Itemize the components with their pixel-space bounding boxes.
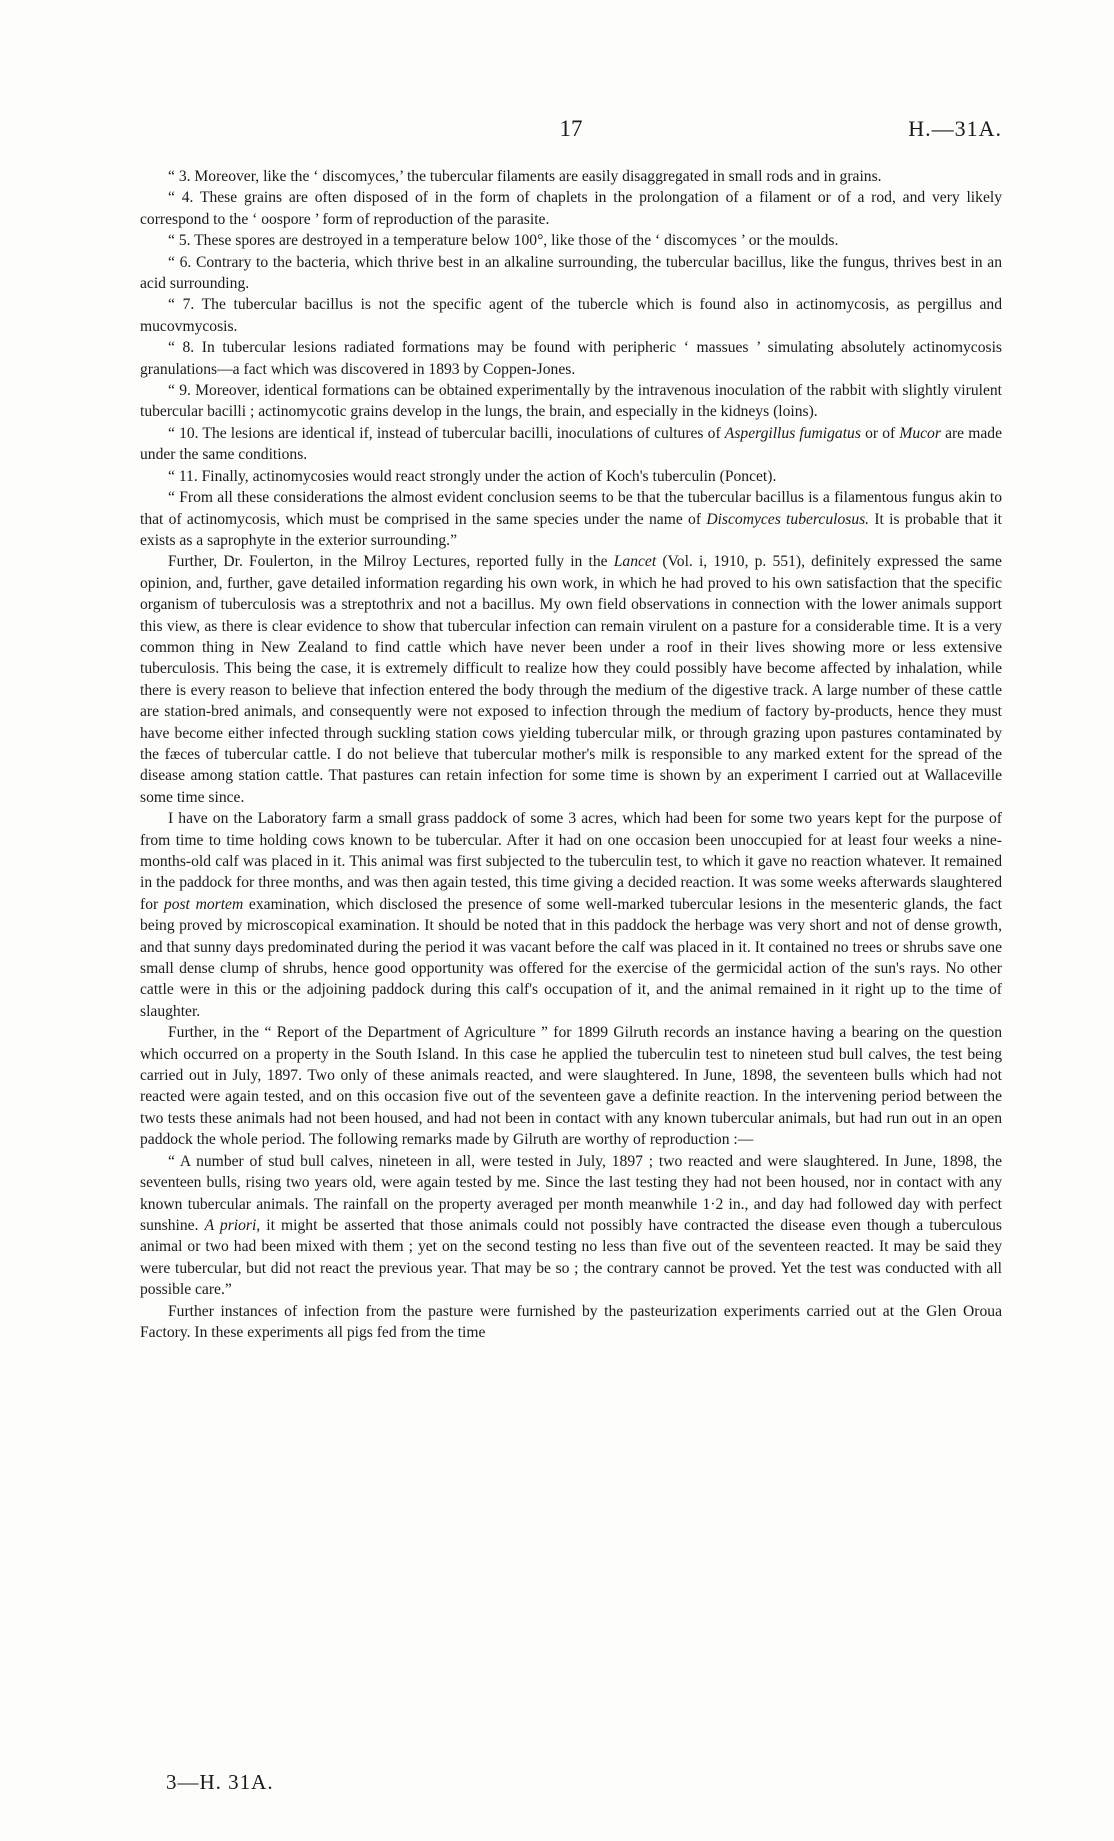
paragraph: “ 8. In tubercular lesions radiated formations may be found with peripheric ‘ massues ’ simulating absolutely actinomycosis granulations—a fact which was discovered in 1893 by Coppen-Jones. (140, 339, 1002, 378)
paragraph-text: or of (860, 424, 900, 442)
species-name: Mucor (899, 424, 941, 442)
document-body (140, 166, 1002, 1343)
paragraph (140, 808, 1002, 1022)
paragraph-text: “ A number of stud bull calves, nineteen in all, were tested in July, 1897 ; two reacted and were slaughtered. In June, 1898, the seventeen bulls, rising two years old, were again tested by me. Since the last testing they had not been housed, nor in contact with any known tubercular animals. The rainfall on the property averaged per month meanwhile 1·2 in., and day had followed day with perfect sunshine. (140, 1152, 1002, 1234)
paragraph: “ 11. Finally, actinomycosies would react strongly under the action of Koch's tuberculin (Poncet). (168, 467, 777, 485)
paragraph: “ 6. Contrary to the bacteria, which thrive best in an alkaline surrounding, the tubercular bacillus, like the fungus, thrives best in an acid surrounding. (140, 253, 1002, 293)
signature-mark: 3—H. 31A. (166, 1770, 274, 1794)
paragraph-text: “ From all these considerations the almost evident conclusion seems to be that the tubercular bacillus is a filamentous fungus akin to that of actinomycosis, which must be comprised in the same species under the name of (140, 489, 1002, 528)
page-number: 17 (559, 116, 583, 141)
paragraph-text: examination, which disclosed the presence of some well-marked tubercular lesions in the mesenteric glands, the fact being proved by microscopical examination. It should be noted that in this paddock the herbage was very short and not of dense growth, and that sunny days predominated during the period it was vacant before the calf was placed in it. It contained no trees or shrubs save one small dense clump of shrubs, hence good opportunity was offered for the exercise of the germicidal action of the sun's rays. No other cattle were in this or the adjoining paddock during this calf's occupation of it, and the animal remained in it right up to the time of slaughter. (140, 895, 1003, 1020)
species-name: Discomyces tuberculosus. (706, 510, 870, 528)
document-code: H.—31A. (908, 116, 1002, 141)
paragraph-text: Further, Dr. Foulerton, in the Milroy Lectures, reported fully in the (168, 553, 608, 571)
paragraph-text: It is probable that it exists as a saprophyte in the exterior surrounding.” (140, 510, 1003, 549)
paragraph: “ 4. These grains are often disposed of in the form of chaplets in the prolongation of a filament or of a rod, and very likely correspond to the ‘ oospore ’ form of reproduction of the parasite. (140, 189, 1002, 228)
page-header (140, 112, 1002, 152)
paragraph-text: I have on the Laboratory farm a small grass paddock of some 3 acres, which had been for some two years kept for the purpose of from time to time holding cows known to be tubercular. After it had on one occasion been unoccupied for at least four weeks a nine-months-old calf was placed in it. This animal was first subjected to the tuberculin test, to which it gave no reaction whatever. It remained in the paddock for three months, and was then again tested, this time giving a decided reaction. It was some weeks afterwards slaughtered for (140, 810, 1002, 913)
paragraph (140, 487, 1002, 551)
paragraph: “ 9. Moreover, identical formations can be obtained experimentally by the intravenous inoculation of the rabbit with slightly virulent tubercular bacilli ; actinomycotic grains develop in the lungs, the brain, and especially in the kidneys (loins). (140, 382, 1002, 421)
paragraph: Further instances of infection from the pasture were furnished by the pasteurization experiments carried out at the Glen Oroua Factory. In these experiments all pigs fed from the time (140, 1302, 1002, 1341)
paragraph-text: (Vol. i, 1910, p. 551), definitely expressed the same opinion, and, further, gave detailed information regarding his own work, in which he had proved to his own satisfaction that the specific organism of tuberculosis was a streptothrix and not a bacillus. My own field observations in connection with the lower animals support this view, as there is clear evidence to show that tubercular infection can remain virulent on a pasture for a considerable time. It is a very common thing in New Zealand to find cattle which have never been under a roof in their lives showing more or less extensive tuberculosis. This being the case, it is extremely difficult to realize how they could possibly have become affected by inhalation, while there is every reason to believe that infection entered the body through the medium of the digestive track. A large number of these cattle are station-bred animals, and consequently were not exposed to infection through the medium of factory by-products, hence they must have become either infected through suckling station cows yielding tubercular milk, or through grazing upon pastures contaminated by the fæces of tubercular cattle. I do not believe that tubercular mother's milk is responsible to any marked extent for the spread of the disease among station cattle. That pastures can retain infection for some time is shown by an experiment I carried out at Wallaceville some time since. (140, 553, 1002, 806)
paragraph (140, 1151, 1002, 1301)
paragraph: Further, in the “ Report of the Department of Agriculture ” for 1899 Gilruth records an instance having a bearing on the question which occurred on a property in the South Island. In this case he applied the tuberculin test to nineteen stud bull calves, the test being carried out in July, 1897. Two only of these animals reacted, and were slaughtered. In June, 1898, the seventeen bulls which had not reacted were again tested, and on this occasion five out of the seventeen gave a definite reaction. In the intervening period between the two tests these animals had not been housed, and had not been in contact with any known tubercular animals, but had run out in an open paddock the whole period. The following remarks made by Gilruth are worthy of reproduction :— (140, 1024, 1002, 1149)
latin-term: post mortem (163, 895, 244, 913)
paragraph: “ 7. The tubercular bacillus is not the specific agent of the tubercle which is found also in actinomycosis, as pergillus and mucovmycosis. (140, 296, 1002, 335)
paragraph: “ 5. These spores are destroyed in a temperature below 100°, like those of the ‘ discomyces ’ or the moulds. (168, 232, 839, 250)
paragraph: “ 3. Moreover, like the ‘ discomyces,’ the tubercular filaments are easily disaggregated in small rods and in grains. (168, 168, 882, 185)
paragraph (140, 423, 1002, 466)
paragraph-text: “ 10. The lesions are identical if, instead of tubercular bacilli, inoculations of cultures of (168, 424, 721, 442)
species-name: Aspergillus fumigatus (724, 424, 861, 442)
paragraph-text: are made under the same conditions. (140, 424, 1003, 464)
paragraph-text: it might be asserted that those animals could not possibly have contracted the disease even though a tuberculous animal or two had been mixed with them ; yet on the second testing no less than five out of the seventeen reacted. It may be said they were tubercular, but did not react the previous year. That may be so ; the contrary cannot be proved. Yet the test was conducted with all possible care.” (140, 1216, 1002, 1299)
journal-name: Lancet (613, 553, 657, 571)
paragraph (140, 551, 1002, 808)
latin-term: A priori, (204, 1216, 261, 1234)
